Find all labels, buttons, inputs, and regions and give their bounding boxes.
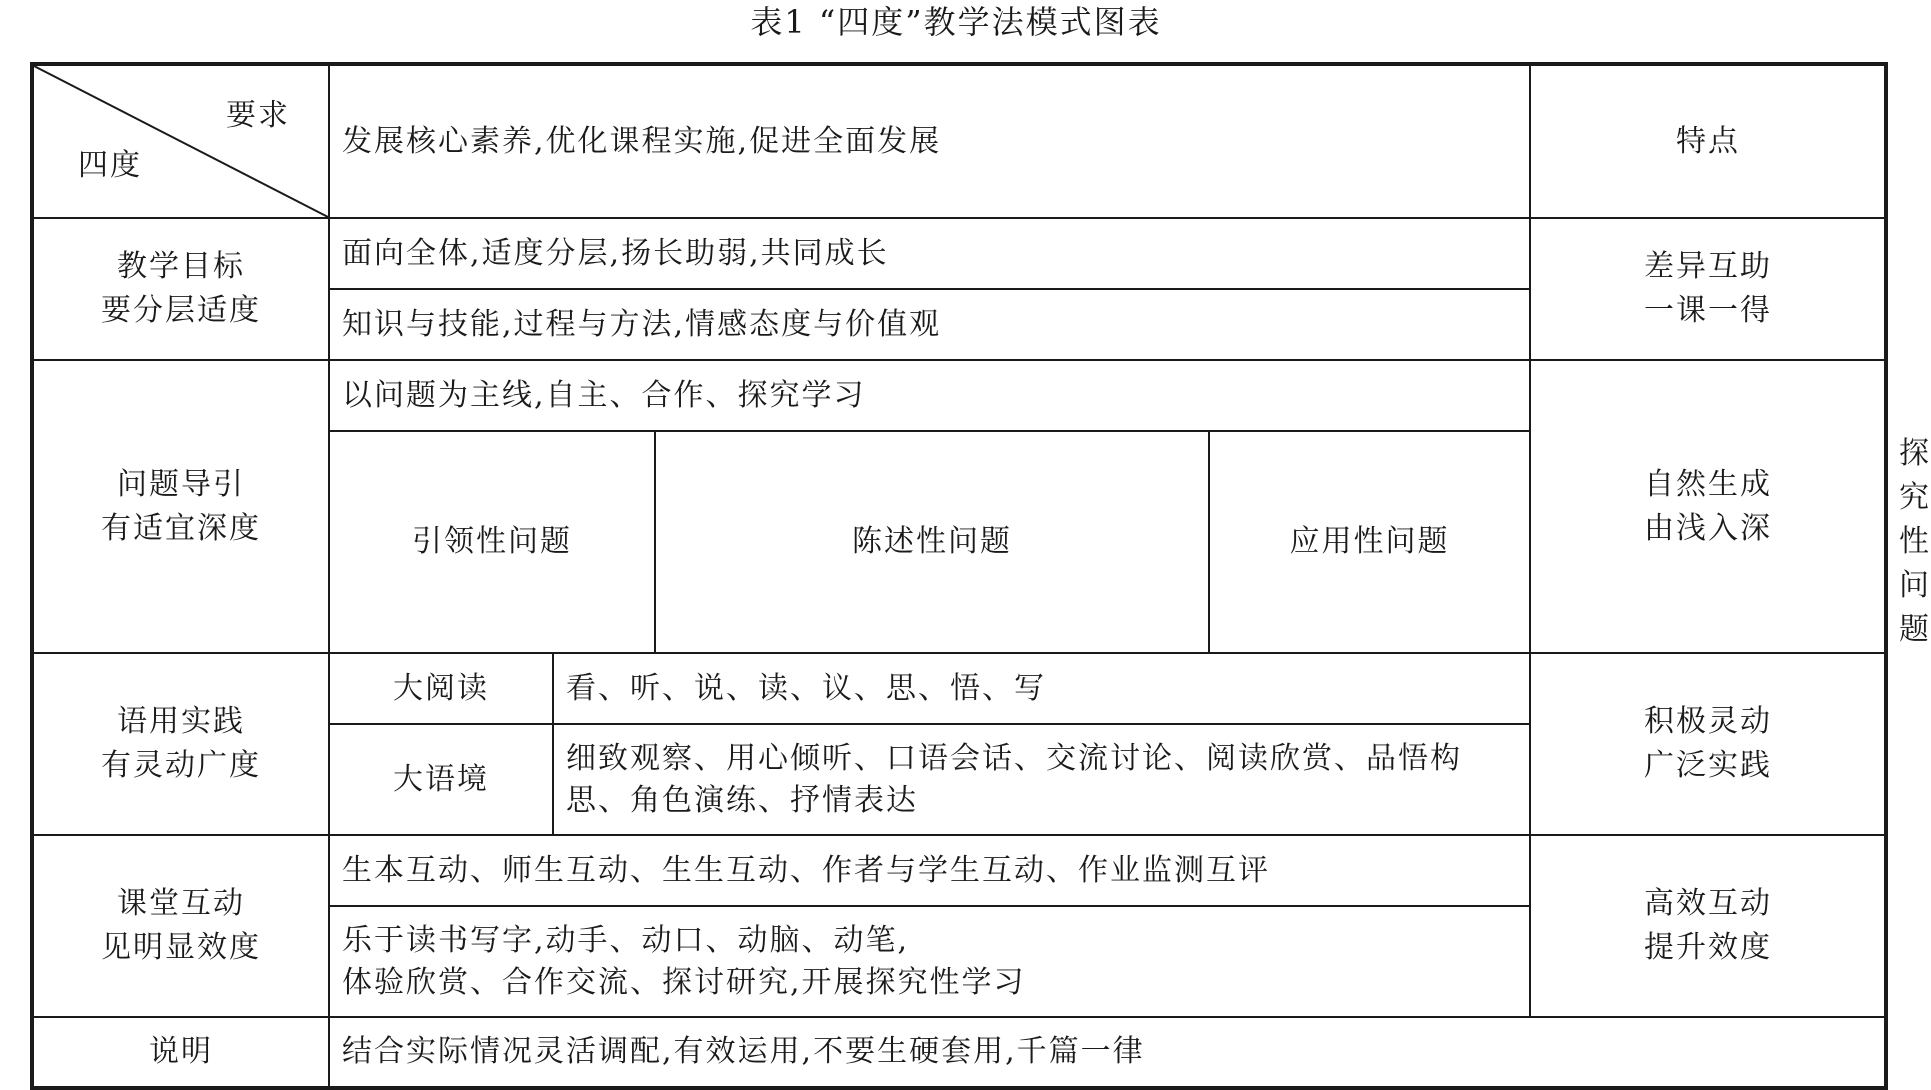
four-degree-table <box>30 62 1931 1090</box>
feature-cell: 积极灵动 广泛实践 <box>1530 653 1886 835</box>
diagonal-line <box>34 66 328 217</box>
degree-name-cell: 教学目标 要分层适度 <box>32 218 329 360</box>
table-row <box>32 653 1886 724</box>
note-text-cell: 结合实际情况灵活调配,有效运用,不要生硬套用,千篇一律 <box>329 1017 1886 1088</box>
table-row: 引领性问题 陈述性问题 应用性问题 探究性问题 <box>32 431 1886 653</box>
sub-label-cell: 大语境 <box>329 724 553 835</box>
content-cell: 乐于读书写字,动手、动口、动脑、动笔, 体验欣赏、合作交流、探讨研究,开展探究性学习 <box>329 906 1530 1017</box>
header-row <box>32 64 1886 218</box>
question-type-cell: 引领性问题 <box>329 431 655 653</box>
corner-bottom-label: 四度 <box>78 148 142 183</box>
corner-top-label: 要求 <box>226 98 290 133</box>
content-cell: 知识与技能,过程与方法,情感态度与价值观 <box>329 289 1530 360</box>
requirement-cell: 发展核心素养,优化课程实施,促进全面发展 <box>329 64 1530 218</box>
table-caption: 表1 “四度”教学法模式图表 <box>750 3 1162 41</box>
sub-label-cell: 大阅读 <box>329 653 553 724</box>
degree-name-cell: 语用实践 有灵动广度 <box>32 653 329 835</box>
table-row <box>32 835 1886 906</box>
note-label-cell: 说明 <box>32 1017 329 1088</box>
question-type-cell: 应用性问题 <box>1209 431 1530 653</box>
feature-header-cell: 特点 <box>1530 64 1886 218</box>
note-row <box>32 1017 1886 1088</box>
diagonal-header-cell <box>32 64 329 218</box>
question-type-cell: 陈述性问题 <box>655 431 1209 653</box>
table-row <box>32 218 1886 289</box>
content-cell: 面向全体,适度分层,扬长助弱,共同成长 <box>329 218 1530 289</box>
degree-name-cell: 问题导引 有适宜深度 <box>32 360 329 653</box>
content-cell: 细致观察、用心倾听、口语会话、交流讨论、阅读欣赏、品悟构思、角色演练、抒情表达 <box>553 724 1530 835</box>
table-row <box>32 360 1886 431</box>
content-cell: 以问题为主线,自主、合作、探究学习 <box>329 360 1530 431</box>
feature-cell: 高效互动 提升效度 <box>1530 835 1886 1017</box>
degree-name-cell: 课堂互动 见明显效度 <box>32 835 329 1017</box>
content-cell: 看、听、说、读、议、思、悟、写 <box>553 653 1530 724</box>
content-cell: 生本互动、师生互动、生生互动、作者与学生互动、作业监测互评 <box>329 835 1530 906</box>
feature-cell: 差异互助 一课一得 <box>1530 218 1886 360</box>
feature-cell: 自然生成 由浅入深 <box>1530 360 1886 653</box>
